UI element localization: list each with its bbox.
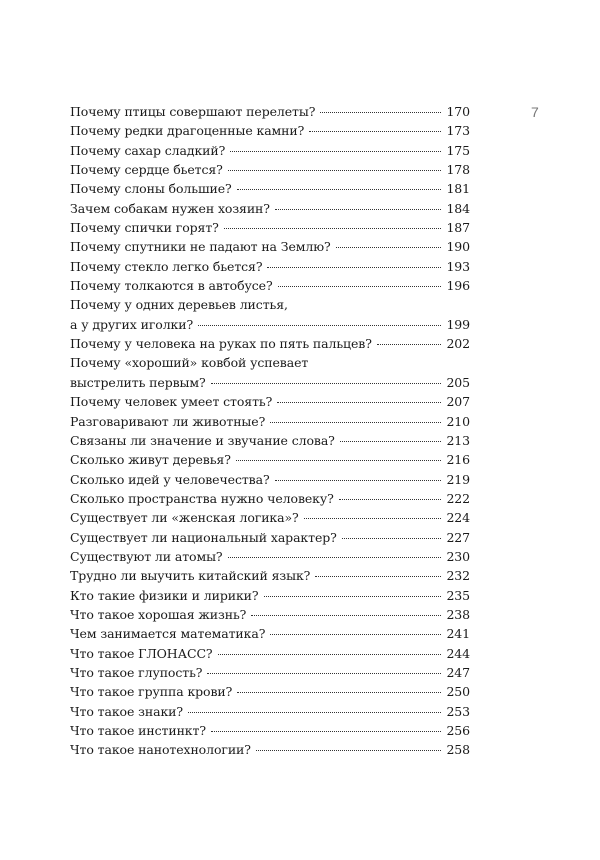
toc-entry-page: 193 (446, 258, 470, 274)
dot-leader (339, 499, 441, 500)
toc-entry-page: 181 (446, 181, 470, 197)
toc-entry[interactable] (70, 276, 470, 295)
dot-leader (275, 209, 441, 210)
toc-entry-row (70, 218, 470, 237)
toc-entry-title: Что такое группа крови? (70, 684, 233, 700)
dot-leader (277, 402, 441, 403)
dot-leader (236, 460, 441, 461)
toc-entry-row (70, 605, 470, 624)
toc-entry-row (70, 566, 470, 585)
toc-entry-page: 224 (446, 510, 470, 526)
toc-entry-row (70, 702, 470, 721)
toc-entry-title: Сколько пространства нужно человеку? (70, 490, 334, 506)
toc-entry-title: Существуют ли атомы? (70, 548, 223, 564)
toc-entry-title-line: Почему «хороший» ковбой успевает (70, 355, 309, 371)
dot-leader (267, 267, 441, 268)
toc-entry-page: 253 (446, 703, 470, 719)
toc-entry-row (70, 682, 470, 701)
toc-entry-title: Что такое нанотехнологии? (70, 742, 251, 758)
dot-leader (275, 480, 441, 481)
toc-entry[interactable] (70, 624, 470, 643)
toc-entry-page: 196 (446, 278, 470, 294)
dot-leader (309, 131, 441, 132)
toc-entry-title: а у других иголки? (70, 316, 194, 332)
toc-entry-page: 241 (446, 626, 470, 642)
toc-entry-title: Почему редки драгоценные камни? (70, 123, 305, 139)
toc-entry[interactable] (70, 508, 470, 527)
toc-entry[interactable] (70, 566, 470, 585)
toc-entry-title: Чем занимается математика? (70, 626, 266, 642)
dot-leader (270, 634, 441, 635)
toc-entry-title: Почему у человека на руках по пять пальцев? (70, 336, 372, 352)
toc-entry-title: Почему птицы совершают перелеты? (70, 104, 316, 119)
toc-entry-row (70, 237, 470, 256)
toc-entry[interactable] (70, 586, 470, 605)
toc-entry-page: 219 (446, 471, 470, 487)
toc-entry-title: Почему сахар сладкий? (70, 142, 226, 158)
toc-entry-page: 235 (446, 587, 470, 603)
toc-entry-page: 190 (446, 239, 470, 255)
toc-entry-title: Существует ли национальный характер? (70, 529, 337, 545)
toc-entry-row (70, 721, 470, 740)
dot-leader (211, 383, 441, 384)
toc-entry[interactable] (70, 721, 470, 740)
toc-entry-title: Почему спички горят? (70, 220, 219, 236)
toc-entry-row (70, 431, 470, 450)
toc-entry-row (70, 141, 470, 160)
toc-entry-title: выстрелить первым? (70, 374, 206, 390)
toc-entry-page: 210 (446, 413, 470, 429)
toc-entry-row (70, 740, 470, 759)
toc-entry-row (70, 179, 470, 198)
toc-entry-page: 258 (446, 742, 470, 758)
toc-entry-page: 199 (446, 316, 470, 332)
toc-entry-page: 227 (446, 529, 470, 545)
toc-entry[interactable] (70, 605, 470, 624)
toc-entry-page: 205 (446, 374, 470, 390)
toc-entry-title: Кто такие физики и лирики? (70, 587, 259, 603)
toc-entry-row (70, 334, 470, 353)
toc-entry-row (70, 121, 470, 140)
toc-entry[interactable] (70, 450, 470, 469)
dot-leader (237, 692, 441, 693)
dot-leader (188, 712, 441, 713)
toc-entry-page: 207 (446, 394, 470, 410)
dot-leader (251, 615, 441, 616)
toc-entry-title: Сколько живут деревья? (70, 452, 231, 468)
toc-entry[interactable] (70, 257, 470, 276)
toc-entry[interactable] (70, 179, 470, 198)
toc-entry-row (70, 392, 470, 411)
toc-entry-row (70, 586, 470, 605)
dot-leader (237, 189, 441, 190)
dot-leader (230, 151, 441, 152)
dot-leader (264, 596, 441, 597)
toc-entry-row (70, 489, 470, 508)
toc-entry-row (70, 644, 470, 663)
toc-entry-page: 238 (446, 606, 470, 622)
toc-entry-row (70, 470, 470, 489)
toc-entry-row (70, 199, 470, 218)
dot-leader (256, 750, 441, 751)
toc-entry-row (70, 663, 470, 682)
dot-leader (228, 557, 441, 558)
toc-entry-page: 187 (446, 220, 470, 236)
toc-entry-title: Почему стекло легко бьется? (70, 258, 263, 274)
toc-entry[interactable] (70, 702, 470, 721)
toc-entry-title: Почему сердце бьется? (70, 162, 223, 178)
toc-entry[interactable] (70, 470, 470, 489)
dot-leader (340, 441, 441, 442)
toc-entry-page: 216 (446, 452, 470, 468)
toc-entry-page: 247 (446, 664, 470, 680)
dot-leader (218, 654, 441, 655)
dot-leader (224, 228, 441, 229)
toc-entry-page: 175 (446, 142, 470, 158)
toc-entry-page: 222 (446, 490, 470, 506)
toc-entry-page: 230 (446, 548, 470, 564)
page-number: 7 (531, 104, 539, 120)
toc-entry-row (70, 450, 470, 469)
toc-entry[interactable] (70, 295, 470, 334)
toc-entry-row (70, 160, 470, 179)
toc-entry-page: 178 (446, 162, 470, 178)
dot-leader (377, 344, 441, 345)
toc-entry-row (70, 547, 470, 566)
toc-entry-page: 244 (446, 645, 470, 661)
toc-entry-title: Что такое инстинкт? (70, 723, 206, 738)
table-of-contents (70, 102, 470, 760)
toc-entry[interactable] (70, 431, 470, 450)
toc-entry-row (70, 257, 470, 276)
toc-entry[interactable] (70, 199, 470, 218)
toc-entry[interactable] (70, 528, 470, 547)
toc-entry-title-line: Почему у одних деревьев листья, (70, 297, 288, 313)
toc-entry-title: Разговаривают ли животные? (70, 413, 266, 429)
toc-entry-page: 202 (446, 336, 470, 352)
dot-leader (270, 422, 441, 423)
toc-entry[interactable] (70, 353, 470, 392)
toc-entry-page: 256 (446, 723, 470, 738)
toc-entry[interactable] (70, 489, 470, 508)
toc-entry-page: 173 (446, 123, 470, 139)
dot-leader (228, 170, 441, 171)
toc-entry[interactable] (70, 334, 470, 353)
dot-leader (336, 247, 441, 248)
toc-entry-row (70, 373, 470, 392)
toc-entry-page: 170 (446, 104, 470, 119)
toc-entry-title: Что такое знаки? (70, 703, 183, 719)
dot-leader (278, 286, 441, 287)
toc-entry-title: Зачем собакам нужен хозяин? (70, 200, 270, 216)
dot-leader (207, 673, 441, 674)
toc-entry[interactable] (70, 121, 470, 140)
toc-entry-row (70, 508, 470, 527)
toc-entry-title: Что такое хорошая жизнь? (70, 606, 247, 622)
toc-entry[interactable] (70, 102, 470, 121)
toc-entry-title: Почему толкаются в автобусе? (70, 278, 273, 294)
toc-entry[interactable] (70, 682, 470, 701)
dot-leader (342, 538, 441, 539)
toc-entry[interactable] (70, 644, 470, 663)
toc-entry-title: Связаны ли значение и звучание слова? (70, 432, 335, 448)
toc-entry-title: Трудно ли выучить китайский язык? (70, 568, 311, 584)
toc-entry[interactable] (70, 141, 470, 160)
toc-entry-row (70, 528, 470, 547)
toc-entry-row (70, 315, 470, 334)
toc-entry-title: Почему слоны большие? (70, 181, 232, 197)
toc-entry-row (70, 102, 470, 121)
toc-entry-title: Сколько идей у человечества? (70, 471, 270, 487)
toc-entry-row (70, 624, 470, 643)
toc-entry-title: Существует ли «женская логика»? (70, 510, 299, 526)
toc-entry[interactable] (70, 237, 470, 256)
dot-leader (320, 112, 441, 113)
toc-entry[interactable] (70, 663, 470, 682)
toc-entry-page: 250 (446, 684, 470, 700)
dot-leader (198, 325, 441, 326)
toc-entry-page: 213 (446, 432, 470, 448)
dot-leader (315, 576, 441, 577)
toc-entry-page: 184 (446, 200, 470, 216)
toc-entry-title: Почему спутники не падают на Землю? (70, 239, 331, 255)
toc-entry-row (70, 412, 470, 431)
toc-entry[interactable] (70, 160, 470, 179)
toc-entry-row (70, 276, 470, 295)
toc-entry-title: Почему человек умеет стоять? (70, 394, 273, 410)
toc-entry[interactable] (70, 412, 470, 431)
toc-entry[interactable] (70, 547, 470, 566)
dot-leader (304, 518, 441, 519)
toc-entry[interactable] (70, 392, 470, 411)
toc-entry-page: 232 (446, 568, 470, 584)
toc-entry[interactable] (70, 218, 470, 237)
toc-entry-title: Что такое ГЛОНАСС? (70, 645, 213, 661)
toc-entry[interactable] (70, 740, 470, 759)
dot-leader (211, 731, 441, 732)
toc-entry-title: Что такое глупость? (70, 664, 203, 680)
